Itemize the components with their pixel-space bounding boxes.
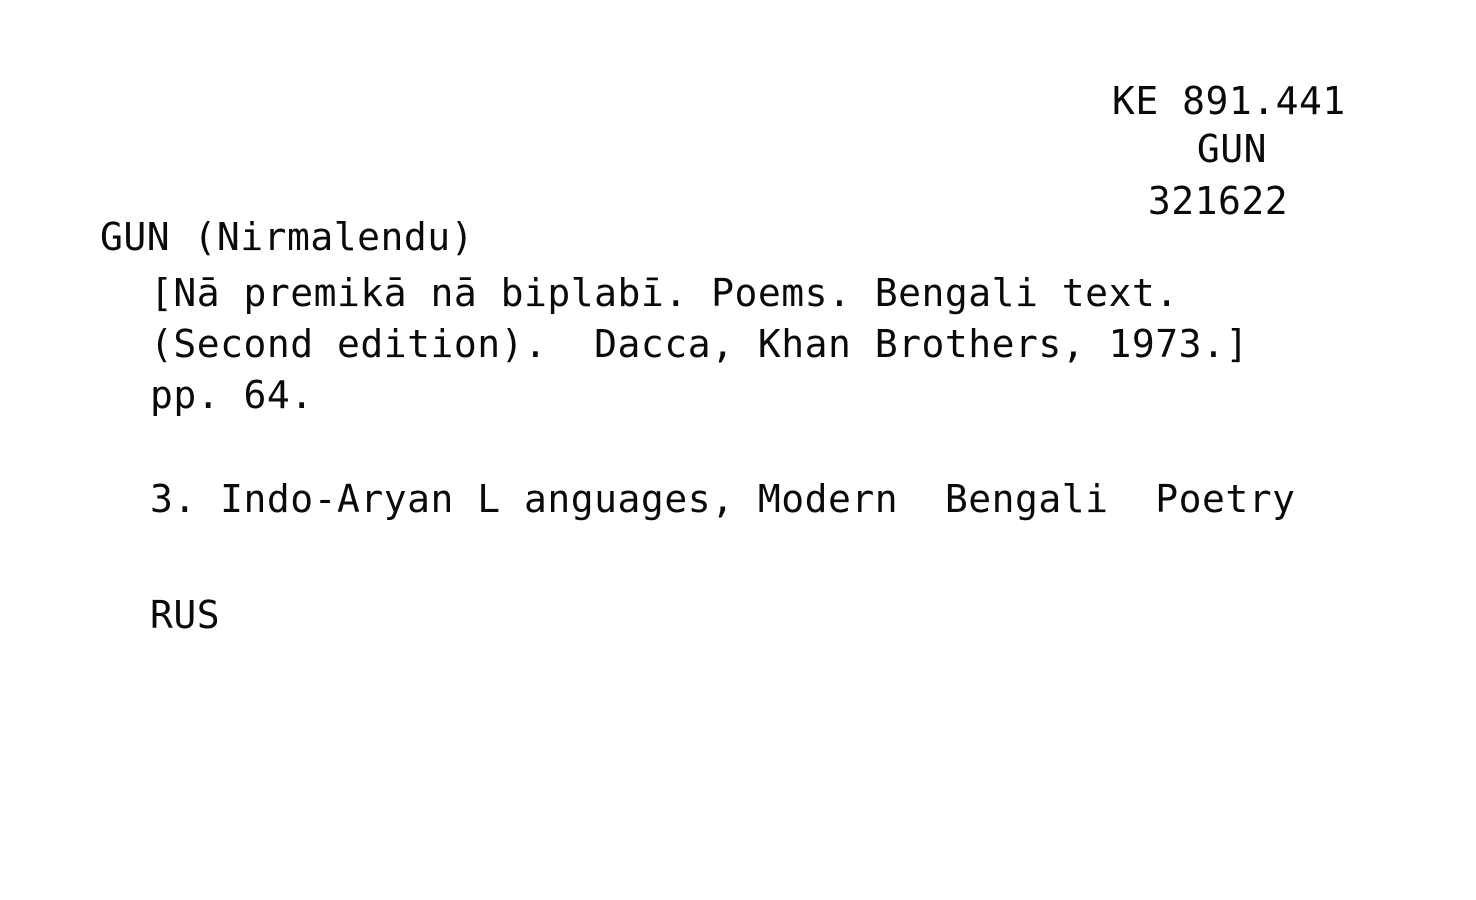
call-number-cutter: GUN <box>1196 127 1268 171</box>
pagination: pp. 64. <box>150 373 314 417</box>
accession-number: 321622 <box>1147 179 1289 223</box>
subject-heading: 3. Indo-Aryan L anguages, Modern Bengali Poetry <box>150 477 1296 521</box>
author-heading: GUN (Nirmalendu) <box>100 215 475 259</box>
location-code: RUS <box>150 593 221 637</box>
call-number-class: KE 891.441 <box>1112 79 1346 123</box>
edition-imprint: (Second edition). Dacca, Khan Brothers, 1973.] <box>150 322 1249 366</box>
title-statement: [Nā premikā nā biplabī. Poems. Bengali text. <box>150 271 1179 315</box>
